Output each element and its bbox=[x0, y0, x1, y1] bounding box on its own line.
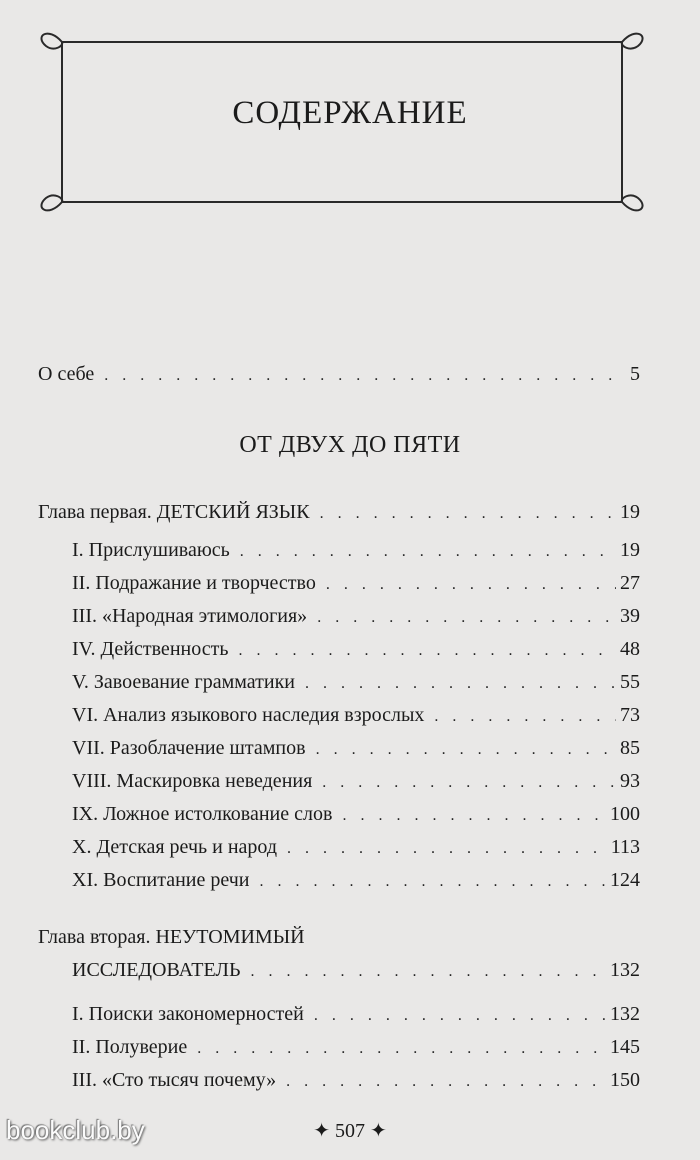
toc-entry-label: III. «Народная этимология» bbox=[72, 605, 308, 627]
toc-entry-page: 73 bbox=[620, 704, 640, 726]
toc-section bbox=[72, 1002, 640, 1028]
toc-entry-label: I. Прислушиваюсь bbox=[72, 539, 230, 561]
toc-section bbox=[72, 1035, 640, 1061]
toc-entry-label: IV. Действенность bbox=[72, 638, 229, 660]
toc-entry-page: 19 bbox=[620, 501, 640, 523]
part-title: ОТ ДВУХ ДО ПЯТИ bbox=[239, 432, 461, 458]
dot-leader bbox=[104, 364, 626, 388]
toc-entry-page: 145 bbox=[610, 1036, 640, 1058]
dot-leader bbox=[287, 837, 607, 861]
toc-section bbox=[72, 637, 640, 663]
toc-entry-label: VI. Анализ языкового наследия взрослых bbox=[72, 704, 425, 726]
toc-entry-page: 55 bbox=[620, 671, 640, 693]
toc-section bbox=[72, 868, 640, 894]
toc-entry-intro bbox=[38, 362, 640, 388]
toc-entry-page: 113 bbox=[610, 836, 640, 858]
dot-leader bbox=[342, 804, 606, 828]
dot-leader bbox=[286, 1070, 606, 1094]
toc-entry-page: 93 bbox=[620, 770, 640, 792]
toc-entry-label: VII. Разоблачение штампов bbox=[72, 737, 306, 759]
dot-leader bbox=[326, 573, 616, 597]
toc-chapter-2-line1: Глава вторая. НЕУТОМИМЫЙ bbox=[38, 926, 305, 948]
toc-entry-page: 5 bbox=[630, 363, 640, 385]
dot-leader bbox=[240, 540, 616, 564]
toc-chapter-1 bbox=[38, 500, 640, 526]
toc-entry-page: 39 bbox=[620, 605, 640, 627]
toc-chapter-2 bbox=[72, 958, 640, 984]
toc-entry-label: I. Поиски закономерностей bbox=[72, 1003, 304, 1025]
toc-entry-label: IX. Ложное истолкование слов bbox=[72, 803, 333, 825]
page-number: ✦ 507 ✦ bbox=[313, 1120, 387, 1142]
page-title: СОДЕРЖАНИЕ bbox=[232, 95, 468, 131]
toc-section bbox=[72, 604, 640, 630]
toc-entry-label: XI. Воспитание речи bbox=[72, 869, 250, 891]
toc-entry-page: 100 bbox=[610, 803, 640, 825]
dot-leader bbox=[250, 960, 606, 984]
toc-section bbox=[72, 538, 640, 564]
dot-leader bbox=[322, 771, 616, 795]
toc-entry-page: 27 bbox=[620, 572, 640, 594]
toc-entry-label: Глава первая. ДЕТСКИЙ ЯЗЫК bbox=[38, 501, 310, 523]
toc-section bbox=[72, 835, 640, 861]
dot-leader bbox=[260, 870, 606, 894]
toc-entry-label: ИССЛЕДОВАТЕЛЬ bbox=[72, 959, 241, 981]
toc-entry-page: 85 bbox=[620, 737, 640, 759]
toc-section bbox=[72, 571, 640, 597]
toc-section bbox=[72, 736, 640, 762]
toc-entry-page: 124 bbox=[610, 869, 640, 891]
toc-entry-page: 19 bbox=[620, 539, 640, 561]
toc-entry-page: 150 bbox=[610, 1069, 640, 1091]
dot-leader bbox=[197, 1037, 606, 1061]
toc-entry-label: V. Завоевание грамматики bbox=[72, 671, 296, 693]
toc-entry-page: 132 bbox=[610, 959, 640, 981]
dot-leader bbox=[238, 639, 616, 663]
toc-entry-page: 48 bbox=[620, 638, 640, 660]
toc-section bbox=[72, 670, 640, 696]
dot-leader bbox=[316, 738, 616, 762]
toc-entry-label: О себе bbox=[38, 363, 95, 385]
dot-leader bbox=[314, 1004, 606, 1028]
dot-leader bbox=[305, 672, 616, 696]
watermark: bookclub.by bbox=[6, 1115, 145, 1145]
toc-entry-label: III. «Сто тысяч почему» bbox=[72, 1069, 277, 1091]
toc-section bbox=[72, 802, 640, 828]
toc-section bbox=[72, 1068, 640, 1094]
toc-section bbox=[72, 769, 640, 795]
dot-leader bbox=[434, 705, 616, 729]
toc-entry-label: II. Подражание и творчество bbox=[72, 572, 316, 594]
dot-leader bbox=[317, 606, 616, 630]
dot-leader bbox=[320, 502, 616, 526]
toc-entry-label: VIII. Маскировка неведения bbox=[72, 770, 313, 792]
toc-section bbox=[72, 703, 640, 729]
toc-entry-label: X. Детская речь и народ bbox=[72, 836, 277, 858]
toc-entry-page: 132 bbox=[610, 1003, 640, 1025]
toc-entry-label: II. Полуверие bbox=[72, 1036, 188, 1058]
